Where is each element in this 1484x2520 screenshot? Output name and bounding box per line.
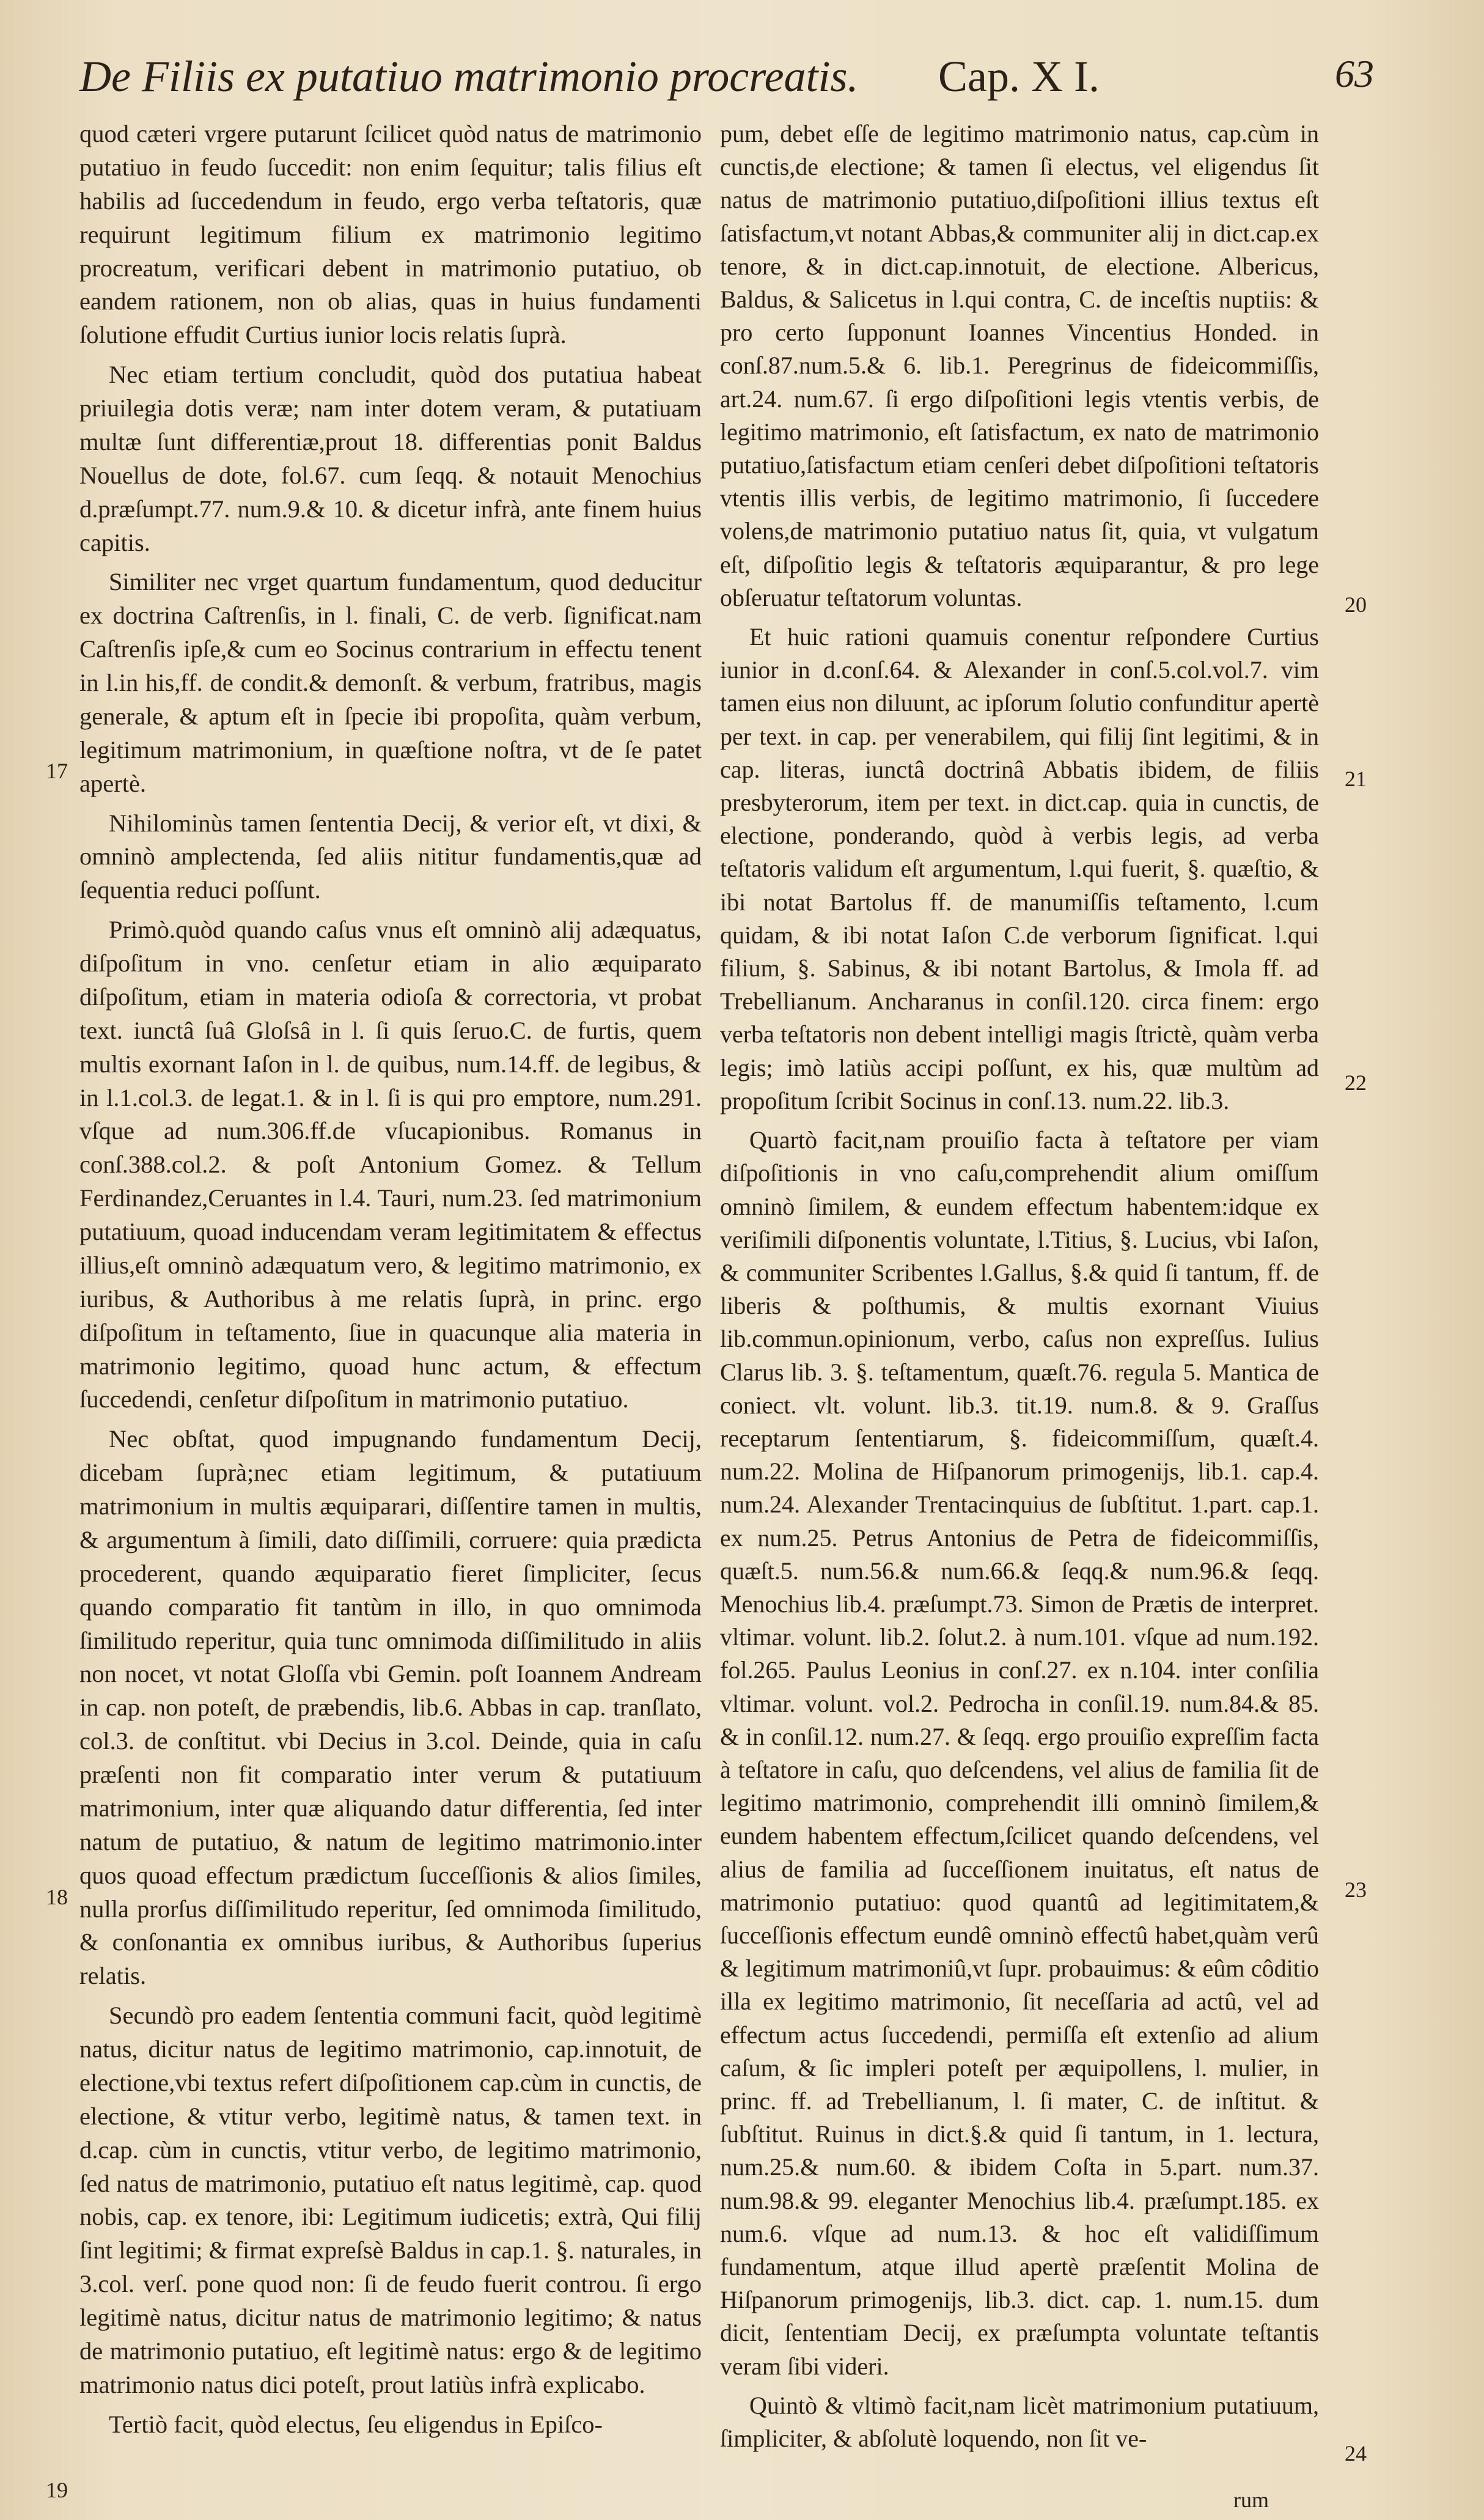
paragraph: Tertiò facit, quòd electus, ſeu eligendus in Epiſco- — [109, 2410, 603, 2438]
paragraph: Secundò pro eadem ſententia communi facit, quòd legitimè natus, dicitur natus de legitimo matrimonio, cap.innotuit, de electione,vbi textus refert diſpoſitionem cap.cùm in cunctis, de electione, & vtitur verbo, legitimè natus, & tamen text. in d.cap. cùm in cunctis, vtitur verbo, de legitimo matrimonio, ſed natus de matrimonio, putatiuo eſt natus legitimè, cap. quod nobis, cap. ex tenore, ibi: Legitimum iudicetis; extrà, Qui filij ſint legitimi; & firmat expreſsè Baldus in cap.1. §. naturales, in 3.col. verſ. pone quod non: ſi de feudo fuerit controu. ſi ergo legitimè natus, dicitur natus de matrimonio legitimo; & natus de matrimonio putatiuo, eſt legitimè natus: ergo & de legitimo matrimonio natus dici poteſt, prout latiùs infrà explicabo. — [79, 2002, 702, 2398]
page-number: 63 — [1335, 52, 1374, 95]
margin-number: 21 — [1345, 767, 1367, 791]
left-column — [79, 117, 702, 2442]
paragraph: Nihilominùs tamen ſententia Decij, & verior eſt, vt dixi, & omninò amplectenda, ſed aliis nititur fundamentis,quæ ad ſequentia reduci poſſunt. — [79, 809, 702, 904]
paragraph: Similiter nec vrget quartum fundamentum, quod deducitur ex doctrina Caſtrenſis, in l. finali, C. de verb. ſignificat.nam Caſtrenſis ipſe,& cum eo Socinus contrarium in effectu tenent in l.in his,ff. de condit.& demonſt. & verbum, fratribus, magis generale, & aptum eſt in ſpecie ibi propoſita, quàm verbum, legitimum matrimonium, in quæſtione noſtra, vt de ſe patet apertè. — [79, 568, 702, 797]
paragraph: quod cæteri vrgere putarunt ſcilicet quòd natus de matrimonio putatiuo in feudo ſuccedit: non enim ſequitur; talis filius eſt habilis ad ſuccedendum in feudo, ergo verba teſtatoris, quæ requirunt legitimum filium ex matrimonio legitimo procreatum, verificari debent in matrimonio putatiuo, ob eandem rationem, non ob alias, quas in huius fundamenti ſolutione effudit Curtius iunior locis relatis ſuprà. — [79, 120, 702, 349]
running-title: De Filiis ex putatiuo matrimonio procreatis. — [79, 52, 859, 101]
page-header — [79, 51, 1374, 119]
margin-number: 18 — [46, 1885, 68, 1909]
paragraph: Nec obſtat, quod impugnando fundamentum Decij, dicebam ſuprà;nec etiam legitimum, & putatiuum matrimonium in multis æquiparari, diſſentire tamen in multis, & argumentum à ſimili, dato diſſimili, corruere: quia prædicta procederent, quando æquiparatio fieret ſimpliciter, ſecus quando comparatio fit tantùm in illo, in quo omnimoda ſimilitudo reperitur, quia tunc omnimoda diſſimilitudo in aliis non nocet, vt notat Gloſſa vbi Gemin. poſt Ioannem Andream in cap. non poteſt, de præbendis, lib.6. Abbas in cap. tranſlato, col.3. de conſtitut. vbi Decius in 3.col. Deinde, quia in caſu præſenti non fit comparatio inter verum & putatiuum matrimonium, inter quæ aliquando datur differentia, ſed inter natum de putatiuo, & natum de legitimo matrimonio.inter quos quoad effectum prædictum ſucceſſionis & alios ſimiles, nulla prorſus diſſimilitudo reperitur, ſed omnimoda ſimilitudo, & conſonantia ex omnibus iuribus, & Authoribus ſuperius relatis. — [79, 1425, 702, 1990]
paragraph: Nec etiam tertium concludit, quòd dos putatiua habeat priuilegia dotis veræ; nam inter dotem veram, & putatiuam multæ ſunt differentiæ,prout 18. differentias ponit Baldus Nouellus de dote, fol.67. cum ſeqq. & notauit Menochius d.præſumpt.77. num.9.& 10. & dicetur infrà, ante finem huius capitis. — [79, 361, 702, 556]
catchword: rum — [1233, 2488, 1269, 2512]
margin-number: 22 — [1345, 1070, 1367, 1095]
paragraph: Et huic rationi quamuis conentur reſpondere Curtius iunior in d.conſ.64. & Alexander in conſ.5.col.vol.7. vim tamen eius non diluunt, ac ipſorum ſolutio confunditur apertè per text. in cap. per venerabilem, qui filij ſint legitimi, & in cap. literas, iunctâ doctrinâ Abbatis ibidem, de filiis presbyterorum, item per text. in dict.cap. quia in cunctis, de electione, ponderando, quòd à verbis legis, ad verba teſtatoris validum eſt argumentum, l.qui fuerit, §. quæſtio, & ibi notat Bartolus ff. de manumiſſis teſtamento, l.cum quidam, & ibi notat Iaſon C.de verborum ſignificat. l.qui filium, §. Sabinus, & ibi notant Bartolus, & Imola ff. ad Trebellianum. Ancharanus in conſil.120. circa finem: ergo verba teſtatoris non debent intelligi magis ſtrictè, quàm verba legis; imò latiùs accipi poſſunt, ex his, quæ multùm ad propoſitum ſcribit Socinus in conſ.13. num.22. lib.3. — [720, 623, 1319, 1114]
chapter-label: Cap. X I. — [938, 52, 1100, 101]
paragraph: pum, debet eſſe de legitimo matrimonio natus, cap.cùm in cunctis,de electione; & tamen ſi electus, vel eligendus ſit natus de matrimonio putatiuo,diſpoſitioni illius textus eſt ſatisfactum,vt notant Abbas,& communiter alij in dict.cap.ex tenore, & in dict.cap.innotuit, de electione. Albericus, Baldus, & Salicetus in l.qui contra, C. de inceſtis nuptiis: & pro certo ſupponunt Ioannes Vincentius Honded. in conſ.87.num.5.& 6. lib.1. Peregrinus de fideicommiſſis, art.24. num.67. ſi ergo diſpoſitioni legis vtentis verbis, de legitimo matrimonio, eſt ſatisfactum, ex nato de matrimonio putatiuo,ſatisfactum etiam cenſeri debet diſpoſitioni teſtatoris vtentis illis verbis, de legitimo matrimonio, ſi ſuccedere volens,de matrimonio putatiuo natus ſit, quia, vt vulgatum eſt, diſpoſitio legis & teſtatoris æquiparantur, & pro lege obſeruatur teſtatorum voluntas. — [720, 120, 1319, 611]
margin-number: 23 — [1345, 1877, 1367, 1902]
paragraph: Primò.quòd quando caſus vnus eſt omninò alij adæquatus, diſpoſitum in vno. cenſetur etiam in alio æquiparato diſpoſitum, etiam in materia odioſa & correctoria, vt probat text. iunctâ ſuâ Gloſsâ in l. ſi quis ſeruo.C. de furtis, quem multis exornant Iaſon in l. de quibus, num.14.ff. de legibus, & in l.1.col.3. de legat.1. & in l. ſi is qui pro emptore, num.291. vſque ad num.306.ff.de vſucapionibus. Romanus in conſ.388.col.2. & poſt Antonium Gomez. & Tellum Ferdinandez,Ceruantes in l.4. Tauri, num.23. ſed matrimonium putatiuum, quoad inducendam veram legitimitatem & effectus illius,eſt omninò adæquatum vero, & legitimo matrimonio, ex iuribus, & Authoribus à me relatis ſuprà, in princ. ergo diſpoſitum in teſtamento, ſiue in quacunque alia materia in matrimonio legitimo, quoad hunc actum, & effectum ſuccedendi, cenſetur diſpoſitum in matrimonio putatiuo. — [79, 916, 702, 1413]
paragraph: Quartò facit,nam prouiſio facta à teſtatore per viam diſpoſitionis in vno caſu,comprehendit alium omiſſum omninò ſimilem, & eundem effectum habentem:idque ex veriſimili diſponentis voluntate, l.Titius, §. Lucius, vbi Iaſon, & communiter Scribentes l.Gallus, §.& quid ſi tantum, ff. de liberis & poſthumis, & multis exornant Viuius lib.commun.opinionum, verbo, caſus non expreſſus. Iulius Clarus lib. 3. §. teſtamentum, quæſt.76. regula 5. Mantica de coniect. vlt. volunt. lib.3. tit.19. num.8. & 9. Graſſus receptarum ſententiarum, §. fideicommiſſum, quæſt.4. num.22. Molina de Hiſpanorum primogenijs, lib.1. cap.4. num.24. Alexander Trentacinquius de ſubſtitut. 1.part. cap.1. ex num.25. Petrus Antonius de Petra de fideicommiſſis, quæſt.5. num.56.& num.66.& ſeqq.& num.96.& ſeqq. Menochius lib.4. præſumpt.73. Simon de Prætis de interpret. vltimar. volunt. lib.2. ſolut.2. à num.101. vſque ad num.192. fol.265. Paulus Leonius in conſ.27. ex n.104. inter conſilia vltimar. volunt. vol.2. Pedrocha in conſil.19. num.84.& 85. & in conſil.12. num.27. & ſeqq. ergo prouiſio expreſſim facta à teſtatore in caſu, quo deſcendens, vel alius de familia ſit de legitimo matrimonio, comprehendit illi omninò ſimilem,& eundem habentem effectum,ſcilicet quando deſcendens, vel alius de familia ad ſucceſſionem inuitatus, eſt natus de matrimonio putatiuo: quod quantû ad legitimitatem,& ſucceſſionis effectum eundê omninò effectû habet,quàm verû & legitimum matrimoniû,vt ſupr. probauimus: & eûm côditio illa ex legitimo matrimonio, ſit neceſſaria ad actû, vel ad effectum actus ſuccedendi, permiſſa eſt extenſio ad alium caſum, & ſic impleri poteſt per æquipollens, l. mulier, in princ. ff. ad Trebellianum, l. ſi mater, C. de inſtitut. & ſubſtitut. Ruinus in dict.§.& quid ſi tantum, in 1. lectura, num.25.& num.60. & ibidem Coſta in 5.part. num.37. num.98.& 99. eleganter Menochius lib.4. præſumpt.185. ex num.6. vſque ad num.13. & hoc eſt validiſſimum fundamentum, atque illud apertè præſentit Molina de Hiſpanorum primogenijs, lib.3. dict. cap. 1. num.15. dum dicit, ſententiam Decij, ex præſumpta voluntate teſtantis veram ſibi videri. — [720, 1126, 1319, 2380]
right-column — [720, 117, 1319, 2455]
margin-number: 20 — [1345, 592, 1367, 617]
margin-number: 17 — [46, 759, 68, 783]
margin-number: 24 — [1345, 2441, 1367, 2466]
margin-number: 19 — [46, 2478, 68, 2502]
paragraph: Quintò & vltimò facit,nam licèt matrimonium putatiuum, ſimpliciter, & abſolutè loquendo, non ſit ve- — [720, 2391, 1319, 2453]
